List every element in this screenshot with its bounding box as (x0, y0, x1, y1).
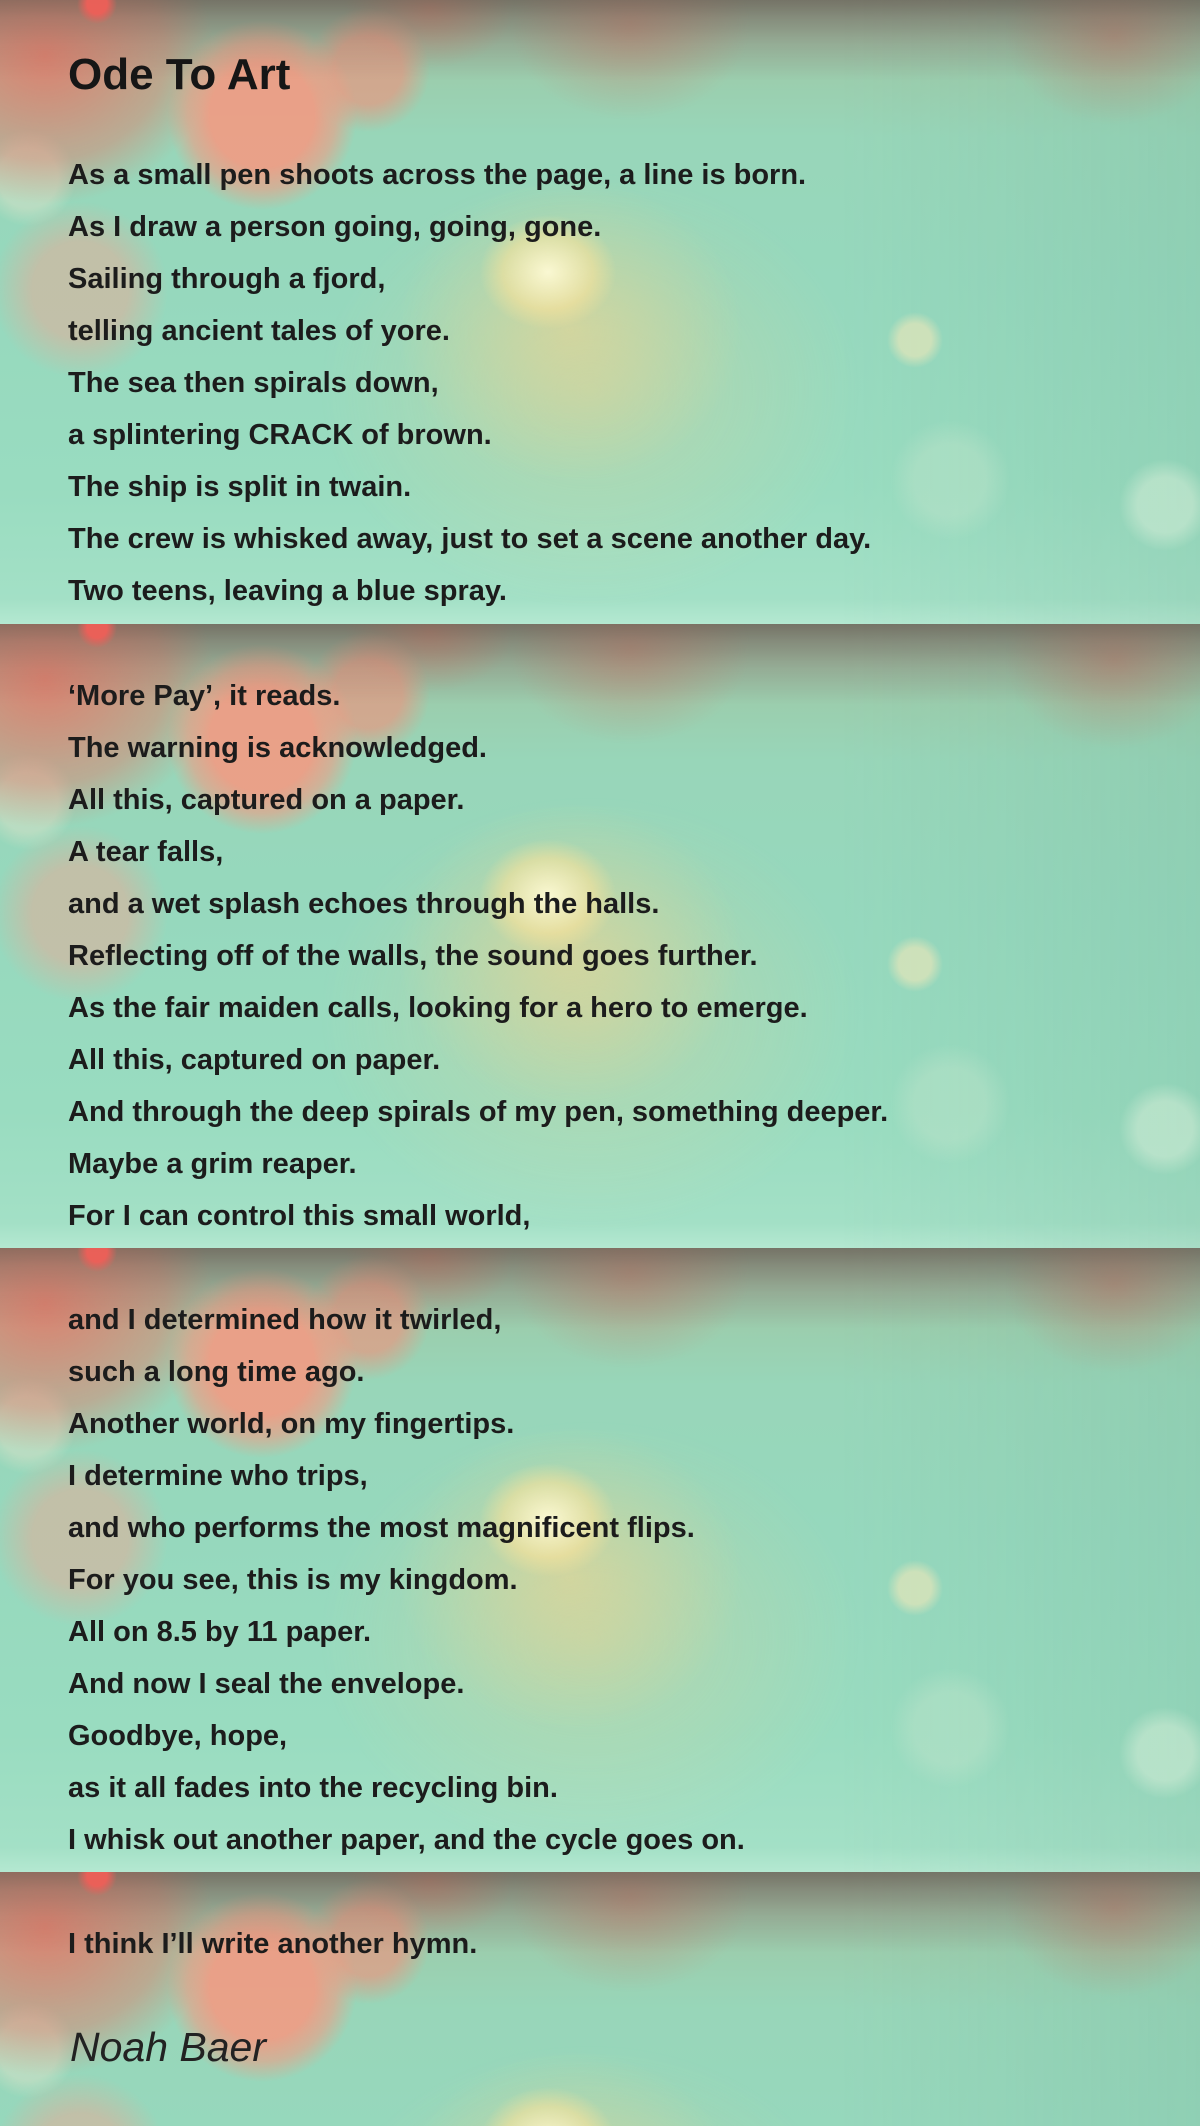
poem-author: Noah Baer (70, 2024, 267, 2070)
poem-line: Another world, on my fingertips. (68, 1408, 515, 1440)
poem-line: telling ancient tales of yore. (68, 315, 450, 347)
poem-line: As the fair maiden calls, looking for a hero to emerge. (68, 992, 808, 1024)
poem-line: The ship is split in twain. (68, 471, 412, 503)
poem-line: For you see, this is my kingdom. (68, 1564, 518, 1596)
poem-line: All on 8.5 by 11 paper. (68, 1616, 372, 1648)
poem-line: The sea then spirals down, (68, 367, 439, 399)
poem-line: I determine who trips, (68, 1460, 368, 1492)
poem-line: as it all fades into the recycling bin. (68, 1772, 558, 1804)
poem-line: Maybe a grim reaper. (68, 1148, 357, 1180)
poem-line: A tear falls, (68, 836, 224, 868)
stanza-3 (68, 1294, 1178, 1866)
stanza-2 (68, 670, 1178, 1242)
poem-line: I whisk out another paper, and the cycle goes on. (68, 1824, 745, 1856)
poem-line: As a small pen shoots across the page, a line is born. (68, 159, 807, 191)
stanza-4 (68, 1918, 1178, 1970)
poem-line: All this, captured on paper. (68, 1044, 441, 1076)
poem-line: Reflecting off of the walls, the sound goes further. (68, 940, 758, 972)
poem-line: Sailing through a fjord, (68, 263, 386, 295)
poem-title: Ode To Art (68, 50, 291, 99)
poem-line: a splintering CRACK of brown. (68, 419, 492, 451)
poem-line: I think I’ll write another hymn. (68, 1928, 478, 1960)
poem-line: For I can control this small world, (68, 1200, 531, 1232)
poem-line: And through the deep spirals of my pen, something deeper. (68, 1096, 889, 1128)
poem-line: All this, captured on a paper. (68, 784, 465, 816)
poem-line: And now I seal the envelope. (68, 1668, 465, 1700)
poem-line: and who performs the most magnificent flips. (68, 1512, 695, 1544)
poem-line: and I determined how it twirled, (68, 1304, 502, 1336)
poem-line: Two teens, leaving a blue spray. (68, 575, 507, 607)
stanza-1 (68, 149, 1178, 617)
poem-line: Goodbye, hope, (68, 1720, 288, 1752)
poem-line: such a long time ago. (68, 1356, 365, 1388)
poem-line: and a wet splash echoes through the halls. (68, 888, 660, 920)
poem-line: As I draw a person going, going, gone. (68, 211, 602, 243)
poem-line: The crew is whisked away, just to set a scene another day. (68, 523, 872, 555)
poem-line: ‘More Pay’, it reads. (68, 680, 341, 712)
poem-line: The warning is acknowledged. (68, 732, 487, 764)
